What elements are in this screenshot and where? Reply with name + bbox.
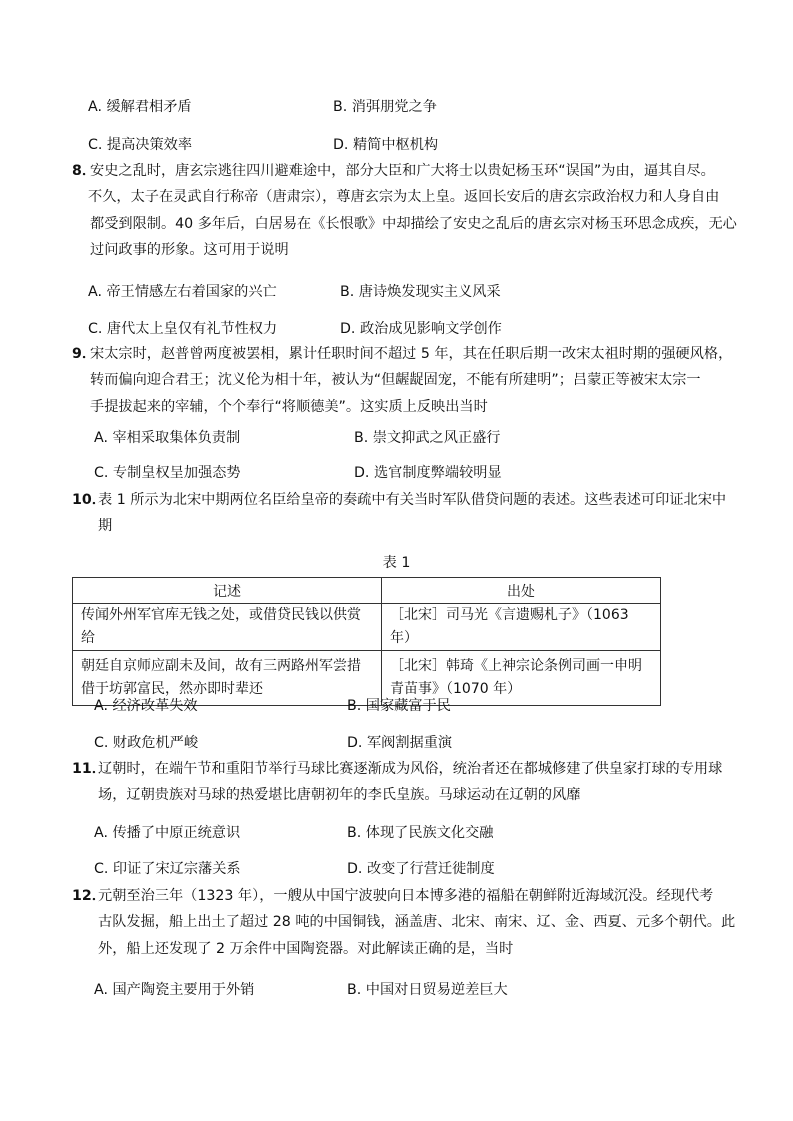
stem-line: 场，辽朝贵族对马球的热爱堪比唐朝初年的李氏皇族。马球运动在辽朝的风靡: [98, 787, 581, 804]
column-header-record: 记述: [73, 578, 382, 604]
question-number: 11．: [72, 761, 106, 777]
stem-line: 安史之乱时，唐玄宗逃往四川避难途中，部分大臣和广大将士以贵妃杨玉环“误国”为由，逼其自尽。: [90, 163, 715, 179]
table-row: [73, 604, 661, 651]
stem-line: 不久，太子在灵武自行称帝（唐肃宗），尊唐玄宗为太上皇。返回长安后的唐玄宗政治权力和人身自由: [88, 189, 720, 206]
q9-option-d: D. 选官制度弊端较明显: [354, 465, 502, 481]
q10-option-b: B. 国家藏富于民: [347, 698, 451, 714]
q11-option-a: A. 传播了中原正统意识: [94, 825, 241, 841]
q11-option-c: C. 印证了宋辽宗藩关系: [94, 861, 241, 877]
table-cell-source: ［北宋］司马光《言遗赐札子》（1063 年）: [382, 604, 661, 651]
stem-line: 转而偏向迎合君王；沈义伦为相十年，被认为“但龌龊固宠，不能有所建明”；吕蒙正等被宋太宗一: [90, 372, 701, 389]
stem-line: 表 1 所示为北宋中期两位名臣给皇帝的奏疏中有关当时军队借贷问题的表述。这些表述可印证北宋中: [98, 492, 727, 508]
table-cell-record: 传闻外州军官库无钱之处，或借贷民钱以供赏给: [73, 604, 382, 651]
question-12: [72, 883, 736, 962]
q8-option-a: A. 帝王情感左右着国家的兴亡: [88, 284, 277, 300]
q7-option-c: C. 提高决策效率: [88, 137, 193, 153]
stem-line: 元朝至治三年（1323 年），一艘从中国宁波驶向日本博多港的福船在朝鲜附近海域沉没。经现代考: [98, 888, 714, 904]
table-header-row: [73, 578, 661, 604]
q10-option-d: D. 军阀割据重演: [347, 735, 453, 751]
column-header-source: 出处: [382, 578, 661, 604]
stem-line: 期: [98, 518, 113, 535]
question-8: [72, 158, 737, 263]
q10-option-c: C. 财政危机严峻: [94, 735, 199, 751]
stem-line: 外，船上还发现了 2 万余件中国陶瓷器。对此解读正确的是，当时: [98, 940, 514, 957]
question-12-stem: [72, 883, 736, 962]
question-10-stem: [72, 487, 727, 540]
question-8-stem: [72, 158, 737, 263]
q9-option-b: B. 崇文抑武之风正盛行: [354, 430, 501, 446]
stem-line: 都受到限制。40 多年后，白居易在《长恨歌》中却描绘了安史之乱后的唐玄宗对杨玉环思念成疾，无心: [90, 215, 737, 232]
stem-line: 辽朝时，在端午节和重阳节举行马球比赛逐渐成为风俗，统治者还在都城修建了供皇家打球的专用球: [98, 761, 723, 777]
q10-option-a: A. 经济改革失效: [94, 698, 198, 714]
question-11-stem: [72, 756, 722, 809]
question-9-stem: [72, 341, 733, 420]
q8-option-b: B. 唐诗焕发现实主义风采: [340, 284, 501, 300]
question-10: [72, 487, 727, 540]
q9-option-a: A. 宰相采取集体负责制: [94, 430, 241, 446]
q12-option-a: A. 国产陶瓷主要用于外销: [94, 982, 255, 998]
q12-option-b: B. 中国对日贸易逆差巨大: [347, 982, 508, 998]
question-number: 10．: [72, 492, 106, 508]
stem-line: 过问政事的形象。这可用于说明: [90, 241, 289, 258]
q8-option-c: C. 唐代太上皇仅有礼节性权力: [88, 321, 278, 337]
question-11: [72, 756, 722, 809]
q7-option-b: B. 消弭朋党之争: [333, 99, 437, 115]
question-number: 8．: [72, 163, 97, 179]
q8-option-d: D. 政治成见影响文学创作: [340, 321, 502, 337]
question-9: [72, 341, 733, 420]
q11-option-b: B. 体现了民族文化交融: [347, 825, 494, 841]
q7-option-a: A. 缓解君相矛盾: [88, 99, 192, 115]
table-cell-record: 朝廷自京师应副未及间，故有三两路州军尝措借于坊郭富民，然亦即时辈还: [73, 651, 382, 706]
table-caption: 表 1: [382, 555, 411, 571]
stem-line: 古队发掘，船上出土了超过 28 吨的中国铜钱，涵盖唐、北宋、南宋、辽、金、西夏、元多个朝代。此: [98, 914, 736, 931]
q7-option-d: D. 精简中枢机构: [333, 137, 439, 153]
stem-line: 手提拔起来的宰辅，个个奉行“将顺德美”。这实质上反映出当时: [90, 398, 488, 415]
q11-option-d: D. 改变了行营迁徙制度: [347, 861, 495, 877]
records-table: [72, 577, 661, 706]
q9-option-c: C. 专制皇权呈加强态势: [94, 465, 241, 481]
question-number: 12．: [72, 888, 106, 904]
table-cell-source: ［北宋］韩琦《上神宗论条例司画一申明青苗事》（1070 年）: [382, 651, 661, 706]
stem-line: 宋太宗时，赵普曾两度被罢相，累计任职时间不超过 5 年，其在任职后期一改宋太祖时期的强硬风格，: [90, 346, 733, 362]
question-number: 9．: [72, 346, 97, 362]
